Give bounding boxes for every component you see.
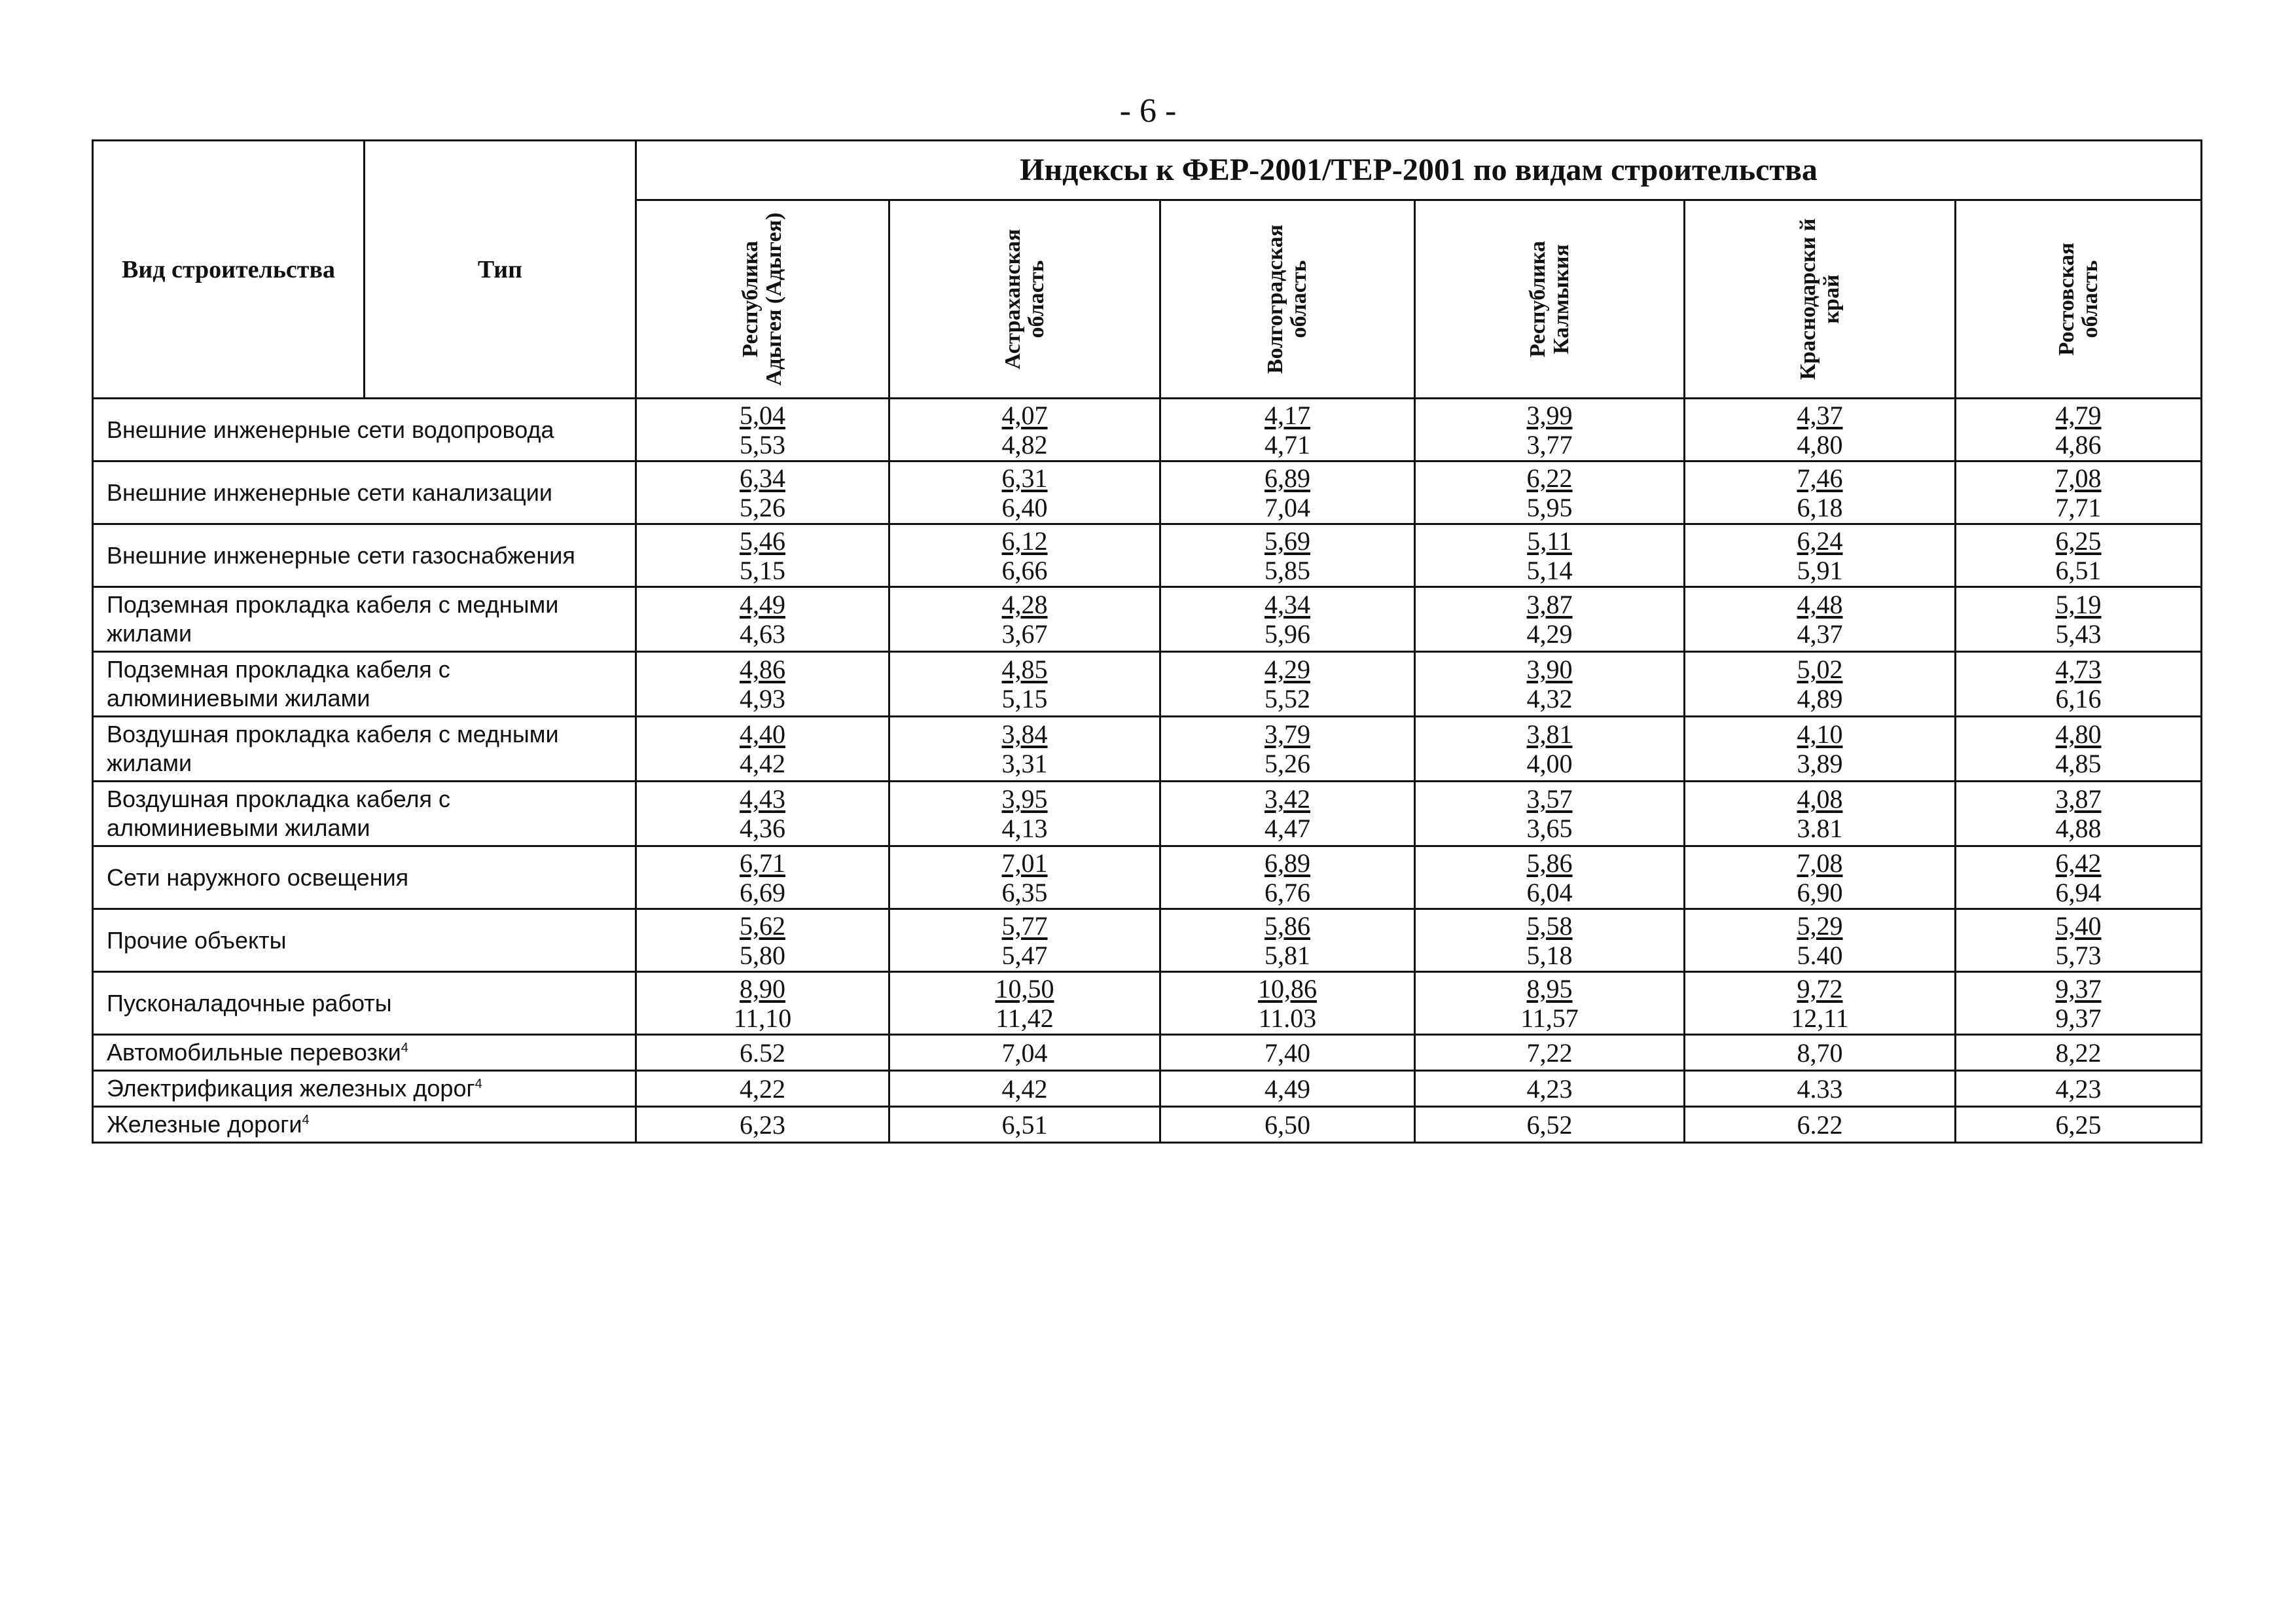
index-value-top: 6,25 [2055, 526, 2102, 556]
index-cell [1685, 1071, 1956, 1107]
index-value-bottom: 4,85 [2055, 749, 2102, 778]
index-value-top: 4,85 [1001, 655, 1048, 684]
index-value-top: 6,34 [740, 463, 785, 493]
index-cell [1415, 1071, 1685, 1107]
index-value-top: 5,04 [740, 400, 785, 430]
index-cell [1956, 524, 2202, 587]
index-cell [1160, 587, 1415, 652]
index-value-bottom: 4,13 [1001, 814, 1048, 843]
index-cell [889, 461, 1160, 524]
index-value: 8,22 [2055, 1038, 2102, 1068]
index-value-bottom: 4,82 [1001, 429, 1048, 460]
row-label-text: Сети наружного освещения [107, 863, 409, 891]
index-value-top: 3,95 [1001, 784, 1048, 814]
index-cell [1415, 461, 1685, 524]
index-value-top: 4,43 [740, 784, 785, 814]
index-value-bottom: 4,89 [1797, 684, 1843, 713]
index-value-top: 3,81 [1526, 719, 1573, 749]
index-cell [636, 972, 889, 1035]
index-cell [889, 1071, 1160, 1107]
row-label-text: Прочие объекты [107, 926, 287, 954]
index-value-bottom: 4,93 [740, 684, 785, 713]
index-value-top: 6,12 [1001, 526, 1048, 556]
index-cell [1415, 652, 1685, 717]
index-value-top: 5,19 [2055, 590, 2102, 619]
row-label-text: Пусконаладочные работы [107, 989, 392, 1017]
index-value-bottom: 5,47 [1001, 940, 1048, 970]
index-value-top: 5,02 [1797, 655, 1843, 684]
index-cell [1956, 1071, 2202, 1107]
index-value-bottom: 5,73 [2055, 940, 2102, 970]
index-cell [889, 846, 1160, 909]
index-value-top: 4,10 [1797, 719, 1843, 749]
index-value-bottom: 4,32 [1526, 684, 1573, 713]
index-value-top: 3,84 [1001, 719, 1048, 749]
row-label-text: Автомобильные перевозки [107, 1039, 401, 1066]
footnote-mark: 4 [302, 1113, 310, 1127]
index-cell [636, 1071, 889, 1107]
index-cell [636, 461, 889, 524]
index-cell [1415, 972, 1685, 1035]
index-cell [636, 782, 889, 846]
row-label-text: Подземная прокладка кабеля с медными жилами [107, 591, 559, 647]
index-value: 7,40 [1265, 1038, 1310, 1068]
index-cell [1685, 846, 1956, 909]
index-value-top: 4,80 [2055, 719, 2102, 749]
index-cell [1160, 524, 1415, 587]
table-row [93, 399, 2202, 461]
index-value-bottom: 11,57 [1520, 1003, 1579, 1033]
index-cell [1160, 652, 1415, 717]
index-cell [1685, 717, 1956, 782]
index-value-top: 9,37 [2055, 973, 2102, 1003]
index-cell [1160, 1035, 1415, 1071]
row-label-text: Внешние инженерные сети газоснабжения [107, 541, 575, 569]
index-value-bottom: 5,43 [2055, 619, 2102, 649]
index-value-bottom: 4,36 [740, 814, 785, 843]
table-row [93, 1035, 2202, 1071]
index-value-bottom: 4,42 [740, 749, 785, 778]
index-cell [1415, 399, 1685, 461]
index-value: 6,50 [1265, 1110, 1310, 1140]
index-value-top: 3,87 [1526, 590, 1573, 619]
row-label [93, 1035, 636, 1071]
index-cell [1956, 782, 2202, 846]
index-value-bottom: 5,85 [1265, 555, 1310, 585]
index-value-top: 5,62 [740, 911, 785, 941]
index-cell [1415, 1035, 1685, 1071]
index-value-bottom: 5,95 [1526, 492, 1573, 522]
header-region-label: Республика Калмыкия [1525, 241, 1573, 357]
index-value-bottom: 3.81 [1797, 814, 1843, 843]
index-cell [1685, 652, 1956, 717]
index-value-top: 4,29 [1265, 655, 1310, 684]
index-value-bottom: 5,96 [1265, 619, 1310, 649]
index-value-top: 5,29 [1797, 911, 1843, 941]
index-value-bottom: 5,52 [1265, 684, 1310, 713]
index-value-top: 4,28 [1001, 590, 1048, 619]
row-label [93, 461, 636, 524]
header-region-label: Волгоградская область [1263, 225, 1311, 374]
index-cell [1415, 587, 1685, 652]
index-value-bottom: 5.40 [1797, 940, 1843, 970]
index-cell [1160, 846, 1415, 909]
row-label [93, 524, 636, 587]
index-value-top: 4,79 [2055, 400, 2102, 430]
index-cell [636, 524, 889, 587]
row-label [93, 782, 636, 846]
row-label [93, 717, 636, 782]
index-cell [1415, 846, 1685, 909]
table-row [93, 972, 2202, 1035]
index-value-top: 5,77 [1001, 911, 1048, 941]
header-region-label: Ростовская область [2054, 242, 2102, 356]
index-value-bottom: 3,65 [1526, 814, 1573, 843]
table-row [93, 1107, 2202, 1143]
row-label [93, 1071, 636, 1107]
index-value-top: 7,01 [1001, 848, 1048, 878]
index-value-top: 4,49 [740, 590, 785, 619]
index-value-bottom: 6,94 [2055, 877, 2102, 907]
table-row [93, 717, 2202, 782]
index-cell [1956, 846, 2202, 909]
index-value-bottom: 11,42 [996, 1003, 1054, 1033]
index-value-bottom: 6,51 [2055, 555, 2102, 585]
index-value-bottom: 11.03 [1258, 1003, 1317, 1033]
index-value-top: 4,40 [740, 719, 785, 749]
index-cell [636, 717, 889, 782]
index-value: 6.52 [740, 1038, 785, 1068]
index-value-top: 4,08 [1797, 784, 1843, 814]
index-value: 6.22 [1797, 1110, 1843, 1140]
header-region [636, 200, 889, 399]
index-value-bottom: 7,71 [2055, 492, 2102, 522]
index-value-top: 4,86 [740, 655, 785, 684]
index-value-bottom: 6,90 [1797, 877, 1843, 907]
row-label [93, 846, 636, 909]
index-cell [1160, 972, 1415, 1035]
index-value-top: 3,42 [1265, 784, 1310, 814]
index-cell [636, 909, 889, 972]
index-cell [889, 1035, 1160, 1071]
index-value-bottom: 5,15 [1001, 684, 1048, 713]
index-value-bottom: 3,67 [1001, 619, 1048, 649]
index-value-bottom: 6,35 [1001, 877, 1048, 907]
table-row [93, 652, 2202, 717]
index-value-top: 8,90 [740, 973, 785, 1003]
index-value-bottom: 4,71 [1265, 429, 1310, 460]
header-region [1685, 200, 1956, 399]
index-value-top: 3,90 [1526, 655, 1573, 684]
index-cell [889, 1107, 1160, 1143]
index-cell [1685, 782, 1956, 846]
index-value-top: 5,11 [1527, 526, 1572, 556]
index-value-bottom: 6,40 [1001, 492, 1048, 522]
index-cell [1956, 652, 2202, 717]
header-type: Тип [365, 141, 636, 399]
index-value-bottom: 5,53 [740, 429, 785, 460]
index-value-bottom: 5,80 [740, 940, 785, 970]
index-value: 6,52 [1526, 1110, 1573, 1140]
index-value-bottom: 4,29 [1526, 619, 1573, 649]
index-cell [1685, 972, 1956, 1035]
index-value-top: 7,08 [2055, 463, 2102, 493]
index-value-bottom: 6,16 [2055, 684, 2102, 713]
index-value-top: 9,72 [1797, 973, 1843, 1003]
index-value-bottom: 6,69 [740, 877, 785, 907]
index-value-top: 5,40 [2055, 911, 2102, 941]
index-cell [889, 587, 1160, 652]
index-cell [1160, 461, 1415, 524]
index-cell [889, 524, 1160, 587]
index-cell [1956, 909, 2202, 972]
index-value-top: 6,89 [1265, 848, 1310, 878]
index-cell [636, 1107, 889, 1143]
index-value-bottom: 5,81 [1265, 940, 1310, 970]
index-cell [1415, 717, 1685, 782]
index-value: 6,23 [740, 1110, 785, 1140]
index-value-top: 4,48 [1797, 590, 1843, 619]
index-cell [889, 782, 1160, 846]
header-region-label: Краснодарски й край [1795, 218, 1844, 380]
row-label-text: Внешние инженерные сети канализации [107, 478, 552, 506]
index-value-bottom: 3,31 [1001, 749, 1048, 778]
footnote-mark: 4 [401, 1041, 408, 1055]
index-value: 4,42 [1001, 1074, 1048, 1104]
index-cell [636, 846, 889, 909]
index-value-bottom: 4,88 [2055, 814, 2102, 843]
index-value: 4.33 [1797, 1074, 1843, 1104]
index-cell [1956, 717, 2202, 782]
index-cell [1160, 1071, 1415, 1107]
index-value: 4,23 [2055, 1074, 2102, 1104]
row-label-text: Электрификация железных дорог [107, 1075, 475, 1102]
row-label [93, 587, 636, 652]
index-cell [1685, 1035, 1956, 1071]
index-value-top: 5,69 [1265, 526, 1310, 556]
index-cell [889, 972, 1160, 1035]
row-label-text: Подземная прокладка кабеля с алюминиевыми жилами [107, 656, 450, 712]
index-value-bottom: 6,76 [1265, 877, 1310, 907]
index-value-top: 4,07 [1001, 400, 1048, 430]
index-value-bottom: 4,47 [1265, 814, 1310, 843]
index-value-bottom: 9,37 [2055, 1003, 2102, 1033]
index-cell [1160, 909, 1415, 972]
index-value: 6,25 [2055, 1110, 2102, 1140]
header-group-title: Индексы к ФЕР-2001/ТЕР-2001 по видам строительства [636, 141, 2202, 200]
index-cell [1685, 1107, 1956, 1143]
footnote-mark: 4 [475, 1077, 482, 1091]
index-value: 8,70 [1797, 1038, 1843, 1068]
index-value-bottom: 3,89 [1797, 749, 1843, 778]
index-value-bottom: 5,26 [740, 492, 785, 522]
index-cell [1956, 461, 2202, 524]
header-construction-kind: Вид строительства [93, 141, 365, 399]
index-value-top: 6,42 [2055, 848, 2102, 878]
index-cell [1685, 399, 1956, 461]
index-value-bottom: 5,14 [1526, 555, 1573, 585]
index-cell [636, 1035, 889, 1071]
header-region-label: Республика Адыгея (Адыгея) [738, 212, 786, 386]
index-value: 4,23 [1526, 1074, 1573, 1104]
index-value-top: 5,86 [1526, 848, 1573, 878]
page-number: - 6 - [1119, 92, 1177, 130]
index-value-top: 3,99 [1526, 400, 1573, 430]
index-value-top: 6,89 [1265, 463, 1310, 493]
index-cell [889, 652, 1160, 717]
header-region [1956, 200, 2202, 399]
index-value-bottom: 7,04 [1265, 492, 1310, 522]
index-value-bottom: 4,63 [740, 619, 785, 649]
header-region [1160, 200, 1415, 399]
index-value-bottom: 4,37 [1797, 619, 1843, 649]
index-value-top: 10,86 [1258, 973, 1317, 1003]
table-row [93, 909, 2202, 972]
index-value-top: 5,86 [1265, 911, 1310, 941]
index-value: 6,51 [1001, 1110, 1048, 1140]
index-value-top: 6,24 [1797, 526, 1843, 556]
index-value-top: 4,37 [1797, 400, 1843, 430]
index-value: 4,49 [1265, 1074, 1310, 1104]
index-value-bottom: 5,15 [740, 555, 785, 585]
header-region [1415, 200, 1685, 399]
index-value-bottom: 6,18 [1797, 492, 1843, 522]
index-cell [1160, 399, 1415, 461]
index-cell [1415, 524, 1685, 587]
index-cell [1415, 1107, 1685, 1143]
index-value-top: 4,34 [1265, 590, 1310, 619]
table-row [93, 461, 2202, 524]
index-cell [1956, 587, 2202, 652]
index-value-top: 3,79 [1265, 719, 1310, 749]
index-cell [1415, 909, 1685, 972]
table-row [93, 846, 2202, 909]
row-label-text: Внешние инженерные сети водопровода [107, 416, 554, 443]
index-value-top: 7,08 [1797, 848, 1843, 878]
index-cell [1160, 782, 1415, 846]
index-cell [636, 399, 889, 461]
index-value-top: 8,95 [1526, 973, 1573, 1003]
row-label-text: Воздушная прокладка кабеля с алюминиевыми жилами [107, 785, 451, 841]
index-cell [1415, 782, 1685, 846]
table-row [93, 1071, 2202, 1107]
table-row [93, 587, 2202, 652]
index-cell [1160, 717, 1415, 782]
index-cell [1956, 1107, 2202, 1143]
index-value-top: 10,50 [995, 973, 1054, 1003]
index-cell [1685, 461, 1956, 524]
index-cell [1956, 972, 2202, 1035]
index-value-top: 5,58 [1526, 911, 1573, 941]
index-value-top: 3,57 [1526, 784, 1573, 814]
index-value-bottom: 4,86 [2055, 429, 2102, 460]
index-value: 7,04 [1001, 1038, 1048, 1068]
index-value-bottom: 5,18 [1526, 940, 1573, 970]
index-value-bottom: 6,66 [1001, 555, 1048, 585]
table-row [93, 782, 2202, 846]
index-value-bottom: 5,91 [1797, 555, 1843, 585]
index-value-bottom: 5,26 [1265, 749, 1310, 778]
index-value-bottom: 4,00 [1526, 749, 1573, 778]
index-table [92, 139, 2202, 1144]
header-region-label: Астраханская область [1000, 228, 1049, 370]
index-value-top: 4,17 [1265, 400, 1310, 430]
index-value-bottom: 11,10 [733, 1003, 792, 1033]
index-value-bottom: 12,11 [1791, 1003, 1849, 1033]
index-value-top: 6,22 [1526, 463, 1573, 493]
index-value-top: 3,87 [2055, 784, 2102, 814]
row-label [93, 652, 636, 717]
index-cell [636, 587, 889, 652]
index-cell [1160, 1107, 1415, 1143]
table-row [93, 524, 2202, 587]
index-value-top: 7,46 [1797, 463, 1843, 493]
index-cell [1956, 399, 2202, 461]
index-value-top: 4,73 [2055, 655, 2102, 684]
header-region [889, 200, 1160, 399]
row-label [93, 972, 636, 1035]
row-label-text: Железные дороги [107, 1111, 302, 1138]
row-label [93, 399, 636, 461]
index-cell [889, 909, 1160, 972]
index-value-top: 6,31 [1001, 463, 1048, 493]
index-cell [889, 717, 1160, 782]
index-value-bottom: 3,77 [1526, 429, 1573, 460]
index-value: 4,22 [740, 1074, 785, 1104]
index-value-bottom: 6,04 [1526, 877, 1573, 907]
row-label-text: Воздушная прокладка кабеля с медными жилами [107, 721, 559, 776]
row-label [93, 1107, 636, 1143]
index-cell [889, 399, 1160, 461]
index-value-bottom: 4,80 [1797, 429, 1843, 460]
index-cell [1956, 1035, 2202, 1071]
index-value-top: 5,46 [740, 526, 785, 556]
index-value: 7,22 [1526, 1038, 1573, 1068]
index-cell [1685, 524, 1956, 587]
index-cell [1685, 587, 1956, 652]
index-cell [1685, 909, 1956, 972]
index-value-top: 6,71 [740, 848, 785, 878]
index-cell [636, 652, 889, 717]
row-label [93, 909, 636, 972]
